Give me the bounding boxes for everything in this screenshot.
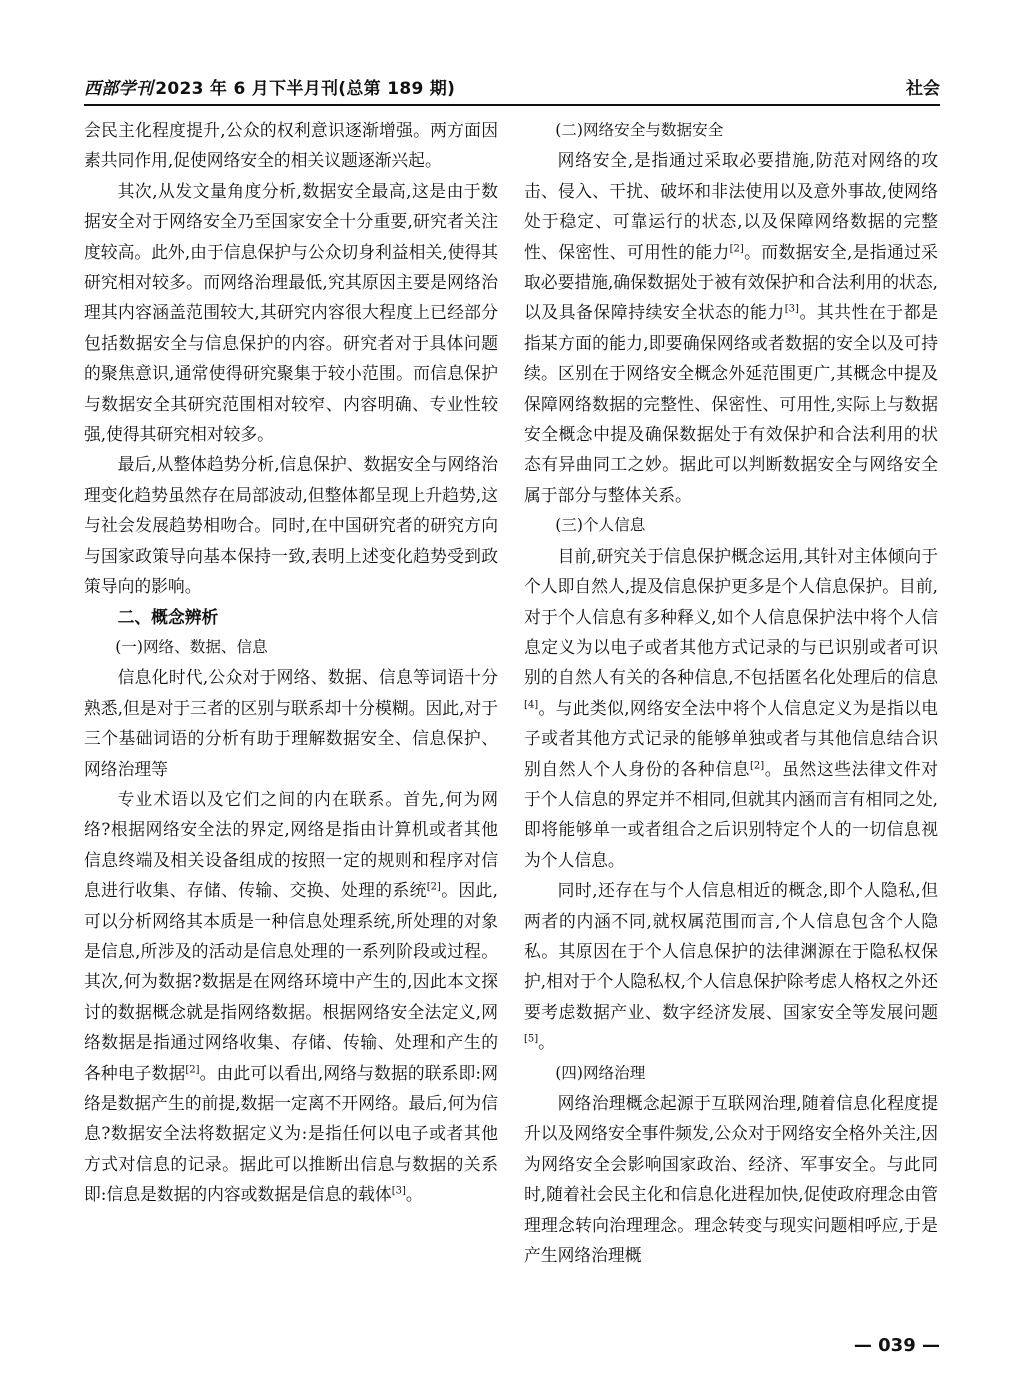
- paragraph: [524, 541, 938, 875]
- citation: [4]: [524, 699, 539, 711]
- paragraph: 其次,从发文量角度分析,数据安全最高,这是由于数据安全对于网络安全乃至国家安全十分重要,研究者关注度较高。此外,由于信息保护与公众切身利益相关,使得其研究相对较多。而网络治理最低,究其原因主要是网络治理其内容涵盖范围较大,其研究内容很大程度上已经部分包括数据安全与信息保护的内容。研究者对于具体问题的聚焦意识,通常使得研究聚集于较小范围。而信息保护与数据安全其研究范围相对较窄、内容明确、专业性较强,使得其研究相对较多。: [84, 180, 498, 445]
- paragraph: [84, 784, 498, 1210]
- text-run: 目前,研究关于信息保护概念运用,其针对主体倾向于个人即自然人,提及信息保护更多是个人信息保护。目前,对于个人信息有多种释义,如个人信息保护法中将个人信息定义为以电子或者其他方式记录的与已识别或者可识别的自然人有关的各种信息,不包括匿名化处理后的信息: [524, 545, 938, 688]
- subsection-heading: (三)个人信息: [555, 516, 646, 535]
- running-header: [84, 74, 940, 98]
- citation: [2]: [729, 243, 744, 255]
- text-run: 。由此可以看出,网络与数据的联系即:网络是数据产生的前提,数据一定离不开网络。最后,何为信息?数据安全法将数据定义为:是指任何以电子或者其他方式对信息的记录。据此可以推断出信息与数据的关系即:信息是数据的内容或数据是信息的载体: [84, 1062, 498, 1205]
- subsection-heading: (一)网络、数据、信息: [115, 637, 268, 656]
- section-label: 社会: [906, 79, 940, 99]
- paragraph: [524, 145, 938, 510]
- paragraph: [524, 875, 938, 1057]
- text-run: 同时,还存在与个人信息相近的概念,即个人隐私,但两者的内涵不同,就权属范围而言,个人信息包含个人隐私。其原因在于个人信息保护的法律渊源在于隐私权保护,相对于个人隐私权,个人信息保护除考虑人格权之外还要考虑数据产业、数字经济发展、国家安全等发展问题: [524, 880, 938, 1022]
- citation: [5]: [524, 1033, 539, 1045]
- citation: [3]: [391, 1185, 406, 1197]
- text-run: 专业术语以及它们之间的内在联系。首先,何为网络?根据网络安全法的界定,网络是指由计算机或者其他信息终端及相关设备组成的按照一定的规则和程序对信息进行收集、存储、传输、交换、处理的系统: [84, 788, 498, 901]
- left-column: [84, 115, 498, 1210]
- text-run: 。: [405, 1184, 423, 1205]
- right-column: [524, 115, 938, 1270]
- text-run: 。其共性在于都是指某方面的能力,即要确保网络或者数据的安全以及可持续。区别在于网络安全概念外延范围更广,其概念中提及保障网络数据的完整性、保密性、可用性,实际上与数据安全概念中提及确保数据处于有效保护和合法利用的状态有异曲同工之妙。据此可以判断数据安全与网络安全属于部分与整体关系。: [524, 302, 938, 505]
- text-run: 。: [538, 1032, 555, 1053]
- citation: [2]: [185, 1064, 200, 1075]
- text-run: 。与此类似,网络安全法中将个人信息定义为是指以电子或者其他方式记录的能够单独或者与其他信息结合识别自然人个人身份的各种信息: [524, 697, 938, 779]
- text-run: 网络安全,是指通过采取必要措施,防范对网络的攻击、侵入、干扰、破坏和非法使用以及意外事故,使网络处于稳定、可靠运行的状态,以及保障网络数据的完整性、保密性、可用性的能力: [524, 150, 938, 262]
- journal-issue: 2023 年 6 月下半月刊(总第 189 期): [155, 79, 456, 99]
- journal-logo: 西部学刊: [84, 79, 154, 99]
- citation: [2]: [426, 881, 441, 893]
- journal-title: [84, 74, 455, 99]
- page-number: — 039 —: [853, 1335, 940, 1356]
- section-heading: 二、概念辨析: [117, 606, 219, 627]
- text-run: 。因此,可以分析网络其本质是一种信息处理系统,所处理的对象是信息,所涉及的活动是信息处理的一系列阶段或过程。其次,何为数据?数据是在网络环境中产生的,因此本文探讨的数据概念就是指网络数据。根据网络安全法定义,网络数据是指通过网络收集、存储、传输、处理和产生的各种电子数据: [84, 880, 498, 1083]
- paragraph: 最后,从整体趋势分析,信息保护、数据安全与网络治理变化趋势虽然存在局部波动,但整体都呈现上升趋势,这与社会发展趋势相吻合。同时,在中国研究者的研究方向与国家政策导向基本保持一致,表明上述变化趋势受到政策导向的影响。: [84, 454, 498, 597]
- paragraph: 网络治理概念起源于互联网治理,随着信息化程度提升以及网络安全事件频发,公众对于网络安全格外关注,因为网络安全会影响国家政治、经济、军事安全。与此同时,随着社会民主化和信息化进程加快,促使政府理念由管理理念转向治理理念。理念转变与现实问题相呼应,于是产生网络治理概: [524, 1093, 938, 1266]
- subsection-heading: (四)网络治理: [555, 1063, 646, 1082]
- paragraph: 信息化时代,公众对于网络、数据、信息等词语十分熟悉,但是对于三者的区别与联系却十分模糊。因此,对于三个基础词语的分析有助于理解数据安全、信息保护、网络治理等: [84, 667, 498, 779]
- citation: [3]: [784, 303, 799, 315]
- subsection-heading: (二)网络安全与数据安全: [555, 121, 724, 139]
- header-rule: [84, 104, 940, 106]
- text-run: 。虽然这些法律文件对于个人信息的界定并不相同,但就其内涵而言有相同之处,即将能够单一或者组合之后识别特定个人的一切信息视为个人信息。: [524, 758, 938, 870]
- citation: [2]: [749, 759, 765, 771]
- text-run: 。而数据安全,是指通过采取必要措施,确保数据处于被有效保护和合法利用的状态,以及具备保障持续安全状态的能力: [524, 241, 938, 323]
- paragraph: 会民主化程度提升,公众的权利意识逐渐增强。两方面因素共同作用,促使网络安全的相关议题逐渐兴起。: [84, 120, 498, 171]
